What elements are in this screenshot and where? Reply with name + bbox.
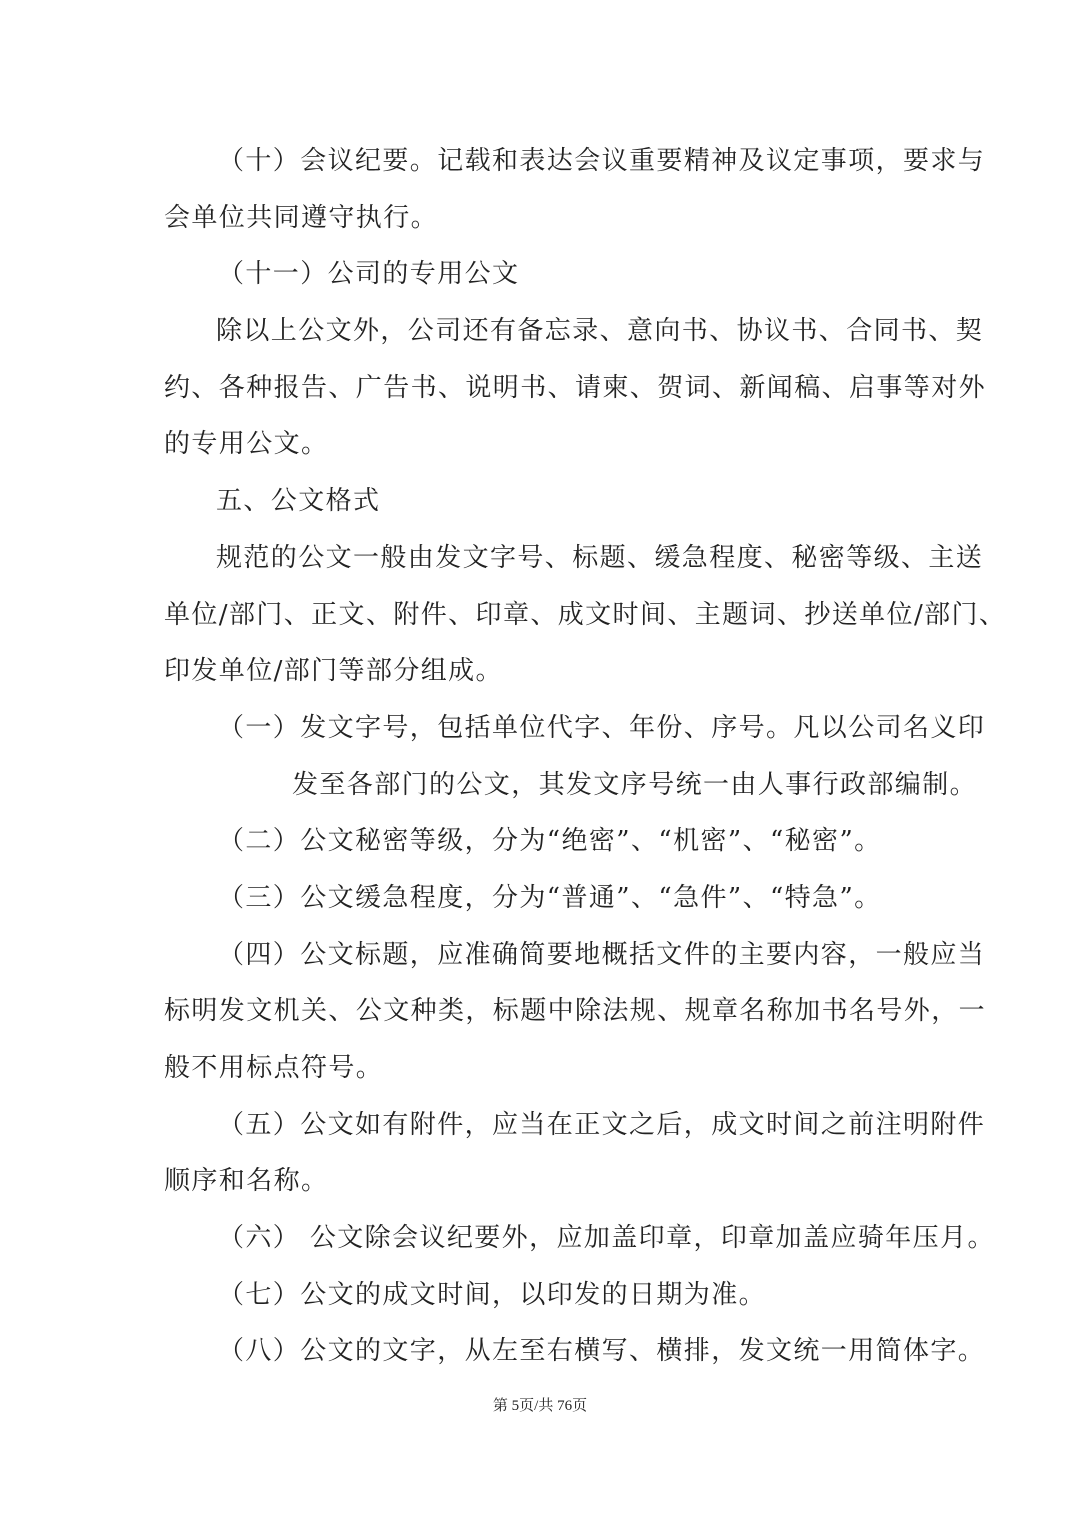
paragraph-line: 规范的公文一般由发文字号、标题、缓急程度、秘密等级、主送 bbox=[216, 543, 984, 573]
paragraph-line: 约、各种报告、广告书、说明书、请柬、贺词、新闻稿、启事等对外 bbox=[164, 373, 987, 403]
paragraph-line: （二）公文秘密等级，分为“绝密”、“机密”、“秘密”。 bbox=[218, 826, 882, 856]
paragraph-line: （三）公文缓急程度，分为“普通”、“急件”、“特急”。 bbox=[218, 883, 882, 913]
paragraph-line: （六） 公文除会议纪要外，应加盖印章，印章加盖应骑年压月。 bbox=[218, 1223, 995, 1253]
paragraph-line: 会单位共同遵守执行。 bbox=[164, 203, 439, 233]
page-number: 第 5页/共 76页 bbox=[492, 1398, 588, 1414]
paragraph-line: （八）公文的文字，从左至右横写、横排，发文统一用简体字。 bbox=[218, 1336, 986, 1366]
paragraph-line: （十）会议纪要。记载和表达会议重要精神及议定事项，要求与 bbox=[218, 146, 986, 176]
paragraph-line: （一）发文字号，包括单位代字、年份、序号。凡以公司名义印 bbox=[218, 713, 986, 743]
paragraph-line: （五）公文如有附件，应当在正文之后，成文时间之前注明附件 bbox=[218, 1110, 986, 1140]
paragraph-line: 般不用标点符号。 bbox=[164, 1053, 384, 1083]
section-heading: （十一）公司的专用公文 bbox=[218, 259, 520, 289]
paragraph-line: 单位/部门、正文、附件、印章、成文时间、主题词、抄送单位/部门、 bbox=[164, 600, 1007, 630]
paragraph-line: 印发单位/部门等部分组成。 bbox=[164, 656, 503, 686]
paragraph-line: （七）公文的成文时间，以印发的日期为准。 bbox=[218, 1280, 767, 1310]
paragraph-line: 标明发文机关、公文种类，标题中除法规、规章名称加书名号外，一 bbox=[164, 996, 987, 1026]
paragraph-line: 除以上公文外，公司还有备忘录、意向书、协议书、合同书、契 bbox=[216, 316, 984, 346]
paragraph-line: 发至各部门的公文，其发文序号统一由人事行政部编制。 bbox=[292, 770, 978, 800]
paragraph-line: （四）公文标题，应准确简要地概括文件的主要内容，一般应当 bbox=[218, 940, 986, 970]
paragraph-line: 顺序和名称。 bbox=[164, 1166, 329, 1196]
paragraph-line: 的专用公文。 bbox=[164, 429, 329, 459]
section-heading: 五、公文格式 bbox=[216, 486, 381, 516]
